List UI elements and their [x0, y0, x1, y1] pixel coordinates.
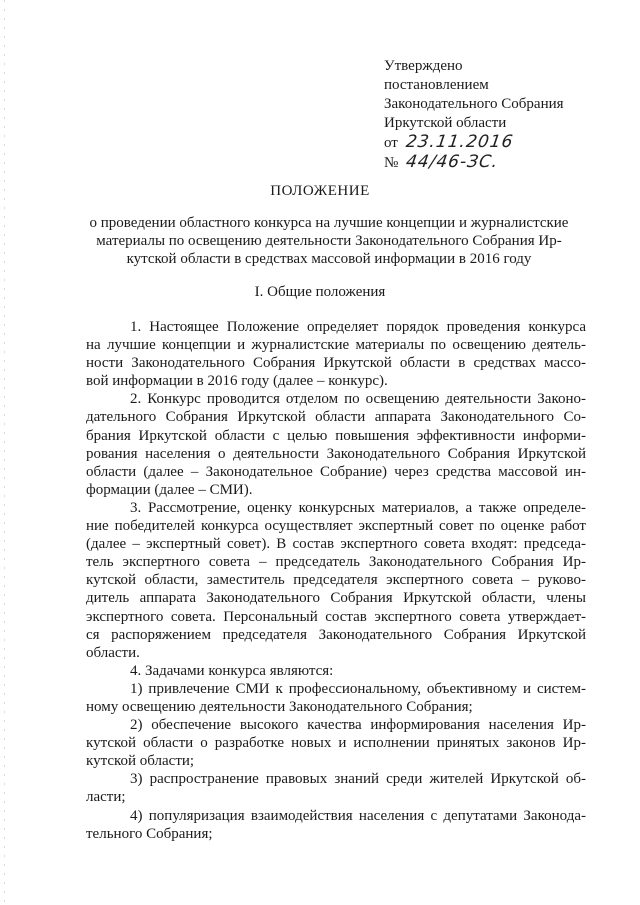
paragraph-line: области (далее – Законодательное Собрание) через средства массовой ин-: [86, 463, 586, 480]
paragraph-line: экспертного совета. Персональный состав экспертного совета утверждает-: [86, 608, 586, 625]
approval-line-region: Иркутской области: [384, 115, 507, 131]
paragraph-line: ласти;: [86, 789, 126, 806]
paragraph-line: (далее – экспертный совет). В состав экспертного совета входят: председа-: [86, 536, 586, 553]
paragraph-line: ности Законодательного Собрания Иркутской области в средствах массо-: [86, 355, 586, 372]
subtitle-line: о проведении областного конкурса на лучшие концепции и журналистские: [89, 215, 569, 231]
paragraph-line: 1) привлечение СМИ к профессиональному, объективному и систем-: [130, 680, 586, 697]
section-heading: I. Общие положения: [254, 284, 386, 300]
list-item-4: [86, 807, 586, 843]
paragraph-line: кутской области;: [86, 753, 195, 770]
document-body: [86, 318, 586, 843]
paragraph-1: [86, 318, 586, 390]
paragraph-line: 3) распространение правовых знаний среди жителей Иркутской об-: [130, 771, 586, 788]
list-item-1: [86, 680, 586, 716]
approval-line-resolution: постановлением: [384, 77, 489, 93]
approval-line-assembly: Законодательного Собрания: [384, 96, 564, 112]
subtitle-line: кутской области в средствах массовой информации в 2016 году: [126, 251, 532, 267]
paragraph-line: ному освещению деятельности Законодательного Собрания;: [86, 698, 473, 715]
approval-number-prefix: №: [384, 155, 399, 171]
approval-line-approved: Утверждено: [384, 58, 463, 74]
paragraph-line: дательного Собрания Иркутской области аппарата Законодательного Со-: [86, 409, 586, 426]
paragraph-line: тель экспертного совета – председатель Законодательного Собрания Ир-: [86, 554, 586, 571]
document-subtitle: [86, 214, 572, 268]
approval-stamp-block: [384, 57, 620, 173]
paragraph-3: [86, 499, 586, 662]
paragraph-line: 3. Рассмотрение, оценку конкурсных материалов, а также определе-: [130, 499, 586, 516]
scan-edge-mark: [4, 0, 5, 905]
paragraph-line: 2. Конкурс проводится отделом по освещению деятельности Законо-: [130, 391, 586, 408]
approval-date-prefix: от: [384, 135, 398, 151]
paragraph-line: области.: [86, 644, 140, 661]
paragraph-line: брания Иркутской области с целью повышения эффективности информи-: [86, 427, 586, 444]
approval-date-line: [384, 133, 620, 153]
paragraph-line: ние победителей конкурса осуществляет экспертный совет по оценке работ: [86, 518, 586, 535]
approval-number-line: [384, 153, 620, 173]
list-item-3: [86, 770, 586, 806]
paragraph-line: тельного Собрания;: [86, 825, 213, 842]
paragraph-line: на лучшие концепции и журналистские материалы по освещению деятель-: [86, 337, 586, 354]
paragraph-line: 4) популяризация взаимодействия населения с депутатами Законода-: [130, 807, 586, 824]
document-title: ПОЛОЖЕНИЕ: [270, 183, 370, 199]
paragraph-4: [86, 662, 586, 680]
paragraph-line: ся распоряжением председателя Законодательного Собрания Иркутской: [86, 626, 586, 643]
paragraph-2: [86, 390, 586, 499]
approval-date-handwritten: 23.11.2016: [404, 132, 515, 152]
subtitle-line: материалы по освещению деятельности Законодательного Собрания Ир-: [96, 233, 562, 249]
paragraph-line: 2) обеспечение высокого качества информирования населения Ир-: [130, 717, 586, 734]
paragraph-line: кутской области, заместитель председателя экспертного совета – руково-: [86, 572, 586, 589]
paragraph-line: дитель аппарата Законодательного Собрания Иркутской области, члены: [86, 590, 586, 607]
list-item-2: [86, 716, 586, 770]
paragraph-line: 4. Задачами конкурса являются:: [130, 662, 334, 679]
paragraph-line: кутской области о разработке новых и исполнении принятых законов Ир-: [86, 735, 586, 752]
paragraph-line: рования населения о деятельности Законодательного Собрания Иркутской: [86, 445, 586, 462]
paragraph-line: вой информации в 2016 году (далее – конкурс).: [86, 373, 388, 390]
paragraph-line: 1. Настоящее Положение определяет порядок проведения конкурса: [130, 319, 586, 335]
paragraph-line: формации (далее – СМИ).: [86, 481, 253, 498]
approval-number-handwritten: 44/46-ЗС.: [404, 152, 500, 172]
